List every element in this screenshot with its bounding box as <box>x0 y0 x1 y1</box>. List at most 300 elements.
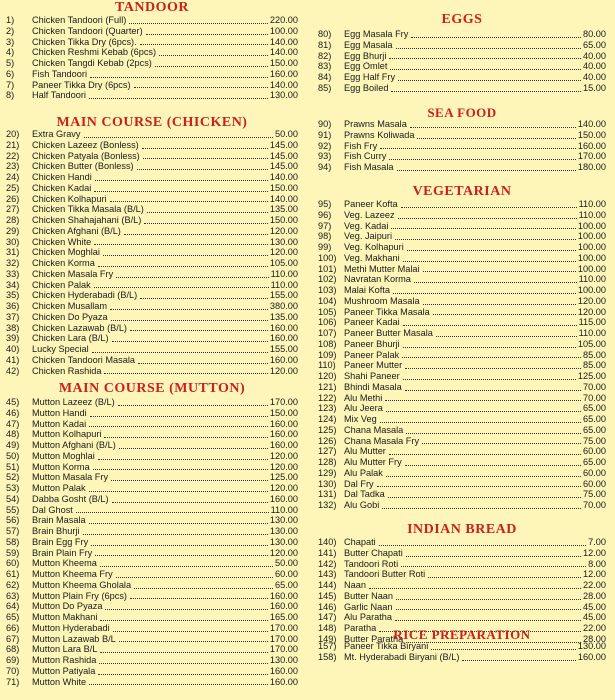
item-number: 60) <box>6 558 20 569</box>
menu-item <box>318 130 606 141</box>
menu-item <box>318 436 606 447</box>
dotted-leader <box>411 30 581 38</box>
menu-item <box>6 161 298 172</box>
item-price: 145.00 <box>269 150 298 161</box>
item-number: 140) <box>318 537 337 547</box>
menu-item <box>318 652 606 663</box>
dotted-leader <box>389 447 581 455</box>
item-price: 65.00 <box>583 457 606 467</box>
item-name: Mt. Hyderabadi Biryani (B/L) <box>344 651 460 662</box>
item-number: 98) <box>318 231 332 242</box>
section-title-eggs: EGGS <box>441 12 483 27</box>
menu-item <box>318 414 606 425</box>
section-title-rice-preparation: RICE PREPARATION <box>393 627 531 642</box>
menu-item <box>6 26 298 37</box>
item-number: 100) <box>318 252 337 263</box>
item-number: 109) <box>318 349 337 360</box>
item-name: Paneer Mutter <box>344 360 403 371</box>
item-number: 4) <box>6 47 15 58</box>
item-price: 65.00 <box>583 414 606 424</box>
item-name: Fish Masala <box>344 162 394 172</box>
item-price: 60.00 <box>583 446 606 457</box>
menu-item <box>6 183 298 194</box>
item-number: 128) <box>318 457 337 467</box>
item-price: 130.00 <box>269 655 298 665</box>
item-price: 160.00 <box>269 429 298 440</box>
item-name: Egg Half Fry <box>344 72 396 82</box>
item-number: 26) <box>6 193 20 204</box>
item-name: Butter Chapati <box>344 547 403 558</box>
item-name: Chicken Tandoori Masala <box>32 354 135 365</box>
dotted-leader <box>116 570 273 578</box>
item-name: Chicken Korma <box>32 258 95 268</box>
item-number: 1) <box>6 15 15 25</box>
menu-item <box>318 382 606 393</box>
item-number: 68) <box>6 644 20 655</box>
item-price: 150.00 <box>269 58 298 68</box>
dotted-leader <box>134 581 273 589</box>
dotted-leader <box>90 70 268 78</box>
item-number: 34) <box>6 279 20 290</box>
item-number: 51) <box>6 461 20 472</box>
menu-item <box>318 641 606 652</box>
item-price: 85.00 <box>583 360 606 371</box>
dotted-leader <box>389 152 576 160</box>
menu-item <box>318 591 606 602</box>
item-number: 102) <box>318 274 337 285</box>
menu-item <box>6 569 298 580</box>
item-price: 65.00 <box>275 579 298 590</box>
item-number: 142) <box>318 558 337 569</box>
dotted-leader <box>436 329 577 337</box>
item-number: 149) <box>318 633 337 644</box>
item-name: Methi Mutter Malai <box>344 263 420 274</box>
item-number: 147) <box>318 612 337 623</box>
item-name: Mutton Handi <box>32 407 87 418</box>
item-price: 15.00 <box>583 82 606 93</box>
dotted-leader <box>377 479 581 487</box>
menu-item <box>6 333 298 344</box>
item-name: Chicken Tikka Masala (B/L) <box>32 204 144 215</box>
item-number: 99) <box>318 242 332 252</box>
item-price: 28.00 <box>583 590 606 601</box>
dotted-leader <box>83 527 268 535</box>
item-price: 45.00 <box>583 612 606 623</box>
item-price: 65.00 <box>583 424 606 435</box>
menu-item <box>6 247 298 258</box>
item-name: Mutton Palak <box>32 483 86 493</box>
item-name: Chicken Tandoori (Full) <box>32 15 127 25</box>
menu-item <box>6 312 298 323</box>
menu-item <box>6 537 298 548</box>
item-name: Chicken Hyderabadi (B/L) <box>32 290 138 301</box>
dotted-leader <box>389 51 581 59</box>
item-number: 20) <box>6 129 20 139</box>
item-name: Bhindi Masala <box>344 381 402 392</box>
item-price: 160.00 <box>269 590 298 601</box>
dotted-leader <box>396 592 581 600</box>
item-price: 100.00 <box>577 263 606 274</box>
dotted-leader <box>414 275 577 283</box>
menu-item <box>6 397 298 408</box>
dotted-leader <box>111 313 268 321</box>
item-name: Veg. Jaipuri <box>344 231 393 242</box>
item-number: 101) <box>318 263 337 274</box>
item-name: Mutton Afghani (B/L) <box>32 440 116 450</box>
dotted-leader <box>398 211 577 219</box>
menu-item <box>6 226 298 237</box>
item-price: 120.00 <box>269 483 298 493</box>
item-name: Paratha <box>344 623 377 633</box>
item-price: 130.00 <box>269 236 298 247</box>
item-price: 170.00 <box>269 633 298 644</box>
item-price: 100.00 <box>269 25 298 36</box>
item-number: 93) <box>318 151 332 162</box>
dotted-leader <box>388 490 581 498</box>
dotted-leader <box>406 549 581 557</box>
item-number: 5) <box>6 58 15 68</box>
menu-item <box>318 403 606 414</box>
dotted-leader <box>393 286 576 294</box>
section-title-sea-food: SEA FOOD <box>427 105 497 120</box>
menu-item <box>318 307 606 318</box>
dotted-leader <box>140 291 268 299</box>
item-number: 50) <box>6 450 20 461</box>
item-price: 7.00 <box>588 537 606 547</box>
item-name: Prawns Masala <box>344 119 407 129</box>
item-number: 120) <box>318 371 337 381</box>
dotted-leader <box>428 570 581 578</box>
item-number: 55) <box>6 504 20 515</box>
item-price: 165.00 <box>269 612 298 622</box>
item-price: 140.00 <box>269 79 298 90</box>
menu-item <box>6 366 298 377</box>
item-price: 110.00 <box>270 504 298 515</box>
menu-item <box>6 440 298 451</box>
item-name: Chana Masala Fry <box>344 435 420 446</box>
item-name: Navratan Korma <box>344 274 411 285</box>
item-price: 130.00 <box>269 526 298 536</box>
item-price: 160.00 <box>269 440 298 450</box>
item-number: 57) <box>6 526 20 536</box>
item-name: Brain Egg Fry <box>32 536 89 547</box>
item-number: 84) <box>318 72 332 82</box>
item-number: 46) <box>6 407 20 418</box>
item-number: 122) <box>318 392 337 403</box>
menu-item <box>318 580 606 591</box>
item-number: 146) <box>318 601 337 612</box>
item-number: 126) <box>318 435 337 446</box>
item-price: 110.00 <box>578 199 606 209</box>
item-number: 82) <box>318 50 332 61</box>
menu-item <box>318 489 606 500</box>
item-price: 75.00 <box>583 489 606 500</box>
item-name: Egg Bhurji <box>344 50 387 61</box>
dotted-leader <box>390 62 581 70</box>
item-price: 135.00 <box>269 204 298 215</box>
item-number: 97) <box>318 220 332 231</box>
item-number: 65) <box>6 612 20 622</box>
item-name: Butter Naan <box>344 590 394 601</box>
item-number: 35) <box>6 290 20 301</box>
item-name: Tandoori Roti <box>344 558 399 569</box>
item-name: Chicken Reshmi Kebab (6pcs) <box>32 47 157 58</box>
dotted-leader <box>130 323 268 331</box>
item-name: Paneer Tikka Masala <box>344 306 430 317</box>
item-number: 64) <box>6 601 20 612</box>
menu-item <box>318 162 606 173</box>
item-price: 120.00 <box>577 306 606 317</box>
menu-item <box>6 526 298 537</box>
section-items-sea-food <box>318 119 606 173</box>
menu-item <box>318 360 606 371</box>
item-number: 157) <box>318 641 337 651</box>
item-price: 8.00 <box>588 558 606 569</box>
item-name: Egg Omlet <box>344 61 388 72</box>
item-number: 148) <box>318 623 337 633</box>
item-name: Mutton Kheema Gholala <box>32 579 132 590</box>
item-name: Alu Mutter <box>344 446 386 457</box>
item-price: 100.00 <box>577 242 606 252</box>
item-price: 125.00 <box>577 371 606 381</box>
item-number: 52) <box>6 472 20 483</box>
item-name: Mutton Kadai <box>32 418 87 429</box>
menu-item <box>6 215 298 226</box>
menu-item <box>6 280 298 291</box>
item-number: 91) <box>318 129 332 140</box>
item-price: 45.00 <box>583 601 606 612</box>
menu-item <box>6 290 298 301</box>
item-price: 80.00 <box>583 29 606 39</box>
item-name: Chicken Kolhapuri <box>32 193 107 204</box>
item-number: 36) <box>6 301 20 311</box>
item-price: 110.00 <box>578 328 606 338</box>
item-price: 170.00 <box>269 622 298 633</box>
item-name: Chicken Lazawab (B/L) <box>32 322 127 333</box>
menu-item <box>318 479 606 490</box>
section-title-tandoor: TANDOOR <box>114 0 190 15</box>
item-number: 66) <box>6 622 20 633</box>
section-title-indian-bread: INDIAN BREAD <box>407 522 517 537</box>
menu-item <box>318 548 606 559</box>
dotted-leader <box>90 409 268 417</box>
item-number: 130) <box>318 478 337 489</box>
item-price: 160.00 <box>269 354 298 365</box>
menu-item <box>6 634 298 645</box>
dotted-leader <box>407 243 576 251</box>
item-number: 110) <box>318 360 336 371</box>
item-name: Chicken Palak <box>32 279 91 290</box>
item-number: 45) <box>6 397 20 407</box>
item-price: 40.00 <box>583 72 606 82</box>
item-price: 65.00 <box>583 403 606 414</box>
item-name: Alu Mutter Fry <box>344 457 402 467</box>
item-number: 41) <box>6 354 20 365</box>
item-name: Chicken Lara (B/L) <box>32 333 109 344</box>
menu-item <box>318 339 606 350</box>
item-number: 67) <box>6 633 20 644</box>
item-number: 63) <box>6 590 20 601</box>
item-name: Paneer Kofta <box>344 199 398 209</box>
item-name: Mutton Lazawab B/L <box>32 633 116 644</box>
item-name: Paneer Bhurji <box>344 338 400 349</box>
item-number: 85) <box>318 82 332 93</box>
dotted-leader <box>110 194 268 202</box>
menu-item <box>318 51 606 62</box>
item-number: 61) <box>6 569 20 579</box>
dotted-leader <box>124 227 268 235</box>
item-price: 170.00 <box>577 151 606 162</box>
item-name: Tandoori Butter Roti <box>344 569 426 580</box>
item-price: 130.00 <box>577 641 606 651</box>
menu-item <box>6 151 298 162</box>
item-number: 141) <box>318 547 337 558</box>
menu-item <box>6 429 298 440</box>
item-price: 160.00 <box>269 601 298 612</box>
item-price: 160.00 <box>269 665 298 676</box>
item-price: 160.00 <box>269 418 298 429</box>
item-name: Dabba Gosht (B/L) <box>32 493 109 504</box>
menu-item <box>6 69 298 80</box>
dotted-leader <box>111 473 268 481</box>
section-title-main-course-chicken: MAIN COURSE (CHICKEN) <box>56 115 248 130</box>
dotted-leader <box>119 441 268 449</box>
dotted-leader <box>100 645 268 653</box>
menu-item <box>318 500 606 511</box>
menu-item <box>6 472 298 483</box>
item-name: Half Tandoori <box>32 90 86 101</box>
dotted-leader <box>94 280 269 288</box>
item-number: 108) <box>318 338 337 349</box>
menu-item <box>6 129 298 140</box>
dotted-leader <box>395 232 576 240</box>
item-number: 145) <box>318 590 337 601</box>
dotted-leader <box>137 162 268 170</box>
item-number: 127) <box>318 446 337 457</box>
menu-item <box>318 72 606 83</box>
menu-item <box>6 269 298 280</box>
dotted-leader <box>385 393 581 401</box>
dotted-leader <box>113 624 268 632</box>
item-price: 115.00 <box>578 317 606 328</box>
dotted-leader <box>159 48 268 56</box>
item-price: 100.00 <box>577 252 606 263</box>
item-name: Mutton Kheema Fry <box>32 569 113 579</box>
menu-item <box>318 371 606 382</box>
menu-item <box>318 612 606 623</box>
item-number: 143) <box>318 569 337 580</box>
item-number: 25) <box>6 182 20 193</box>
menu-item <box>318 537 606 548</box>
menu-item <box>318 602 606 613</box>
item-name: Chicken Lazeez (Bonless) <box>32 139 139 150</box>
dotted-leader <box>382 501 581 509</box>
item-name: Chapati <box>344 537 376 547</box>
item-price: 140.00 <box>269 172 298 182</box>
dotted-leader <box>397 163 576 171</box>
menu-item <box>318 317 606 328</box>
item-name: Naan <box>344 580 366 590</box>
item-price: 60.00 <box>275 569 298 579</box>
item-number: 31) <box>6 247 20 258</box>
menu-item <box>6 58 298 69</box>
item-price: 40.00 <box>583 50 606 61</box>
item-price: 145.00 <box>269 139 298 150</box>
menu-item <box>6 494 298 505</box>
item-price: 140.00 <box>269 36 298 47</box>
item-name: Dal Ghost <box>32 504 73 515</box>
menu-item <box>6 612 298 623</box>
menu-item <box>318 29 606 40</box>
item-price: 110.00 <box>270 279 298 290</box>
item-name: Chicken White <box>32 236 92 247</box>
dotted-leader <box>95 173 268 181</box>
item-name: Chicken Rashida <box>32 365 102 376</box>
item-name: Paneer Palak <box>344 349 400 360</box>
dotted-leader <box>89 677 268 685</box>
item-price: 65.00 <box>583 39 606 50</box>
menu-item <box>6 591 298 602</box>
item-name: Lucky Special <box>32 344 89 354</box>
item-name: Chicken Patyala (Bonless) <box>32 150 140 161</box>
dotted-leader <box>155 59 268 67</box>
item-name: Chicken Musallam <box>32 301 108 311</box>
item-price: 50.00 <box>275 129 298 139</box>
item-name: Mutton Makhani <box>32 612 98 622</box>
dotted-leader <box>92 345 268 353</box>
item-name: Mutton Hyderabadi <box>32 622 110 633</box>
dotted-leader <box>105 602 267 610</box>
dotted-leader <box>98 452 268 460</box>
dotted-leader <box>91 538 268 546</box>
menu-item <box>318 569 606 580</box>
menu-item <box>6 37 298 48</box>
item-price: 160.00 <box>577 140 606 151</box>
dotted-leader <box>89 484 268 492</box>
item-number: 71) <box>6 676 20 687</box>
item-price: 60.00 <box>583 467 606 478</box>
menu-item <box>318 242 606 253</box>
dotted-leader <box>369 581 581 589</box>
item-name: Chicken Tangdi Kebab (2pcs) <box>32 58 152 68</box>
item-price: 160.00 <box>269 333 298 344</box>
dotted-leader <box>402 350 581 358</box>
dotted-leader <box>143 151 268 159</box>
dotted-leader <box>406 426 581 434</box>
section-items-rice-preparation <box>318 641 606 663</box>
dotted-leader <box>403 372 576 380</box>
item-number: 21) <box>6 139 20 150</box>
menu-item <box>318 285 606 296</box>
dotted-leader <box>94 237 268 245</box>
item-price: 220.00 <box>269 15 298 25</box>
item-price: 130.00 <box>269 536 298 547</box>
item-price: 140.00 <box>577 119 606 129</box>
item-number: 30) <box>6 236 20 247</box>
item-price: 12.00 <box>583 569 606 580</box>
item-price: 125.00 <box>269 472 298 483</box>
item-name: Mutton Korma <box>32 461 90 472</box>
item-number: 81) <box>318 39 332 50</box>
menu-item <box>6 80 298 91</box>
dotted-leader <box>119 634 268 642</box>
item-number: 104) <box>318 295 337 306</box>
item-price: 22.00 <box>583 623 606 633</box>
item-number: 144) <box>318 580 337 590</box>
dotted-leader <box>98 259 268 267</box>
item-number: 2) <box>6 25 15 36</box>
item-number: 131) <box>318 489 337 500</box>
